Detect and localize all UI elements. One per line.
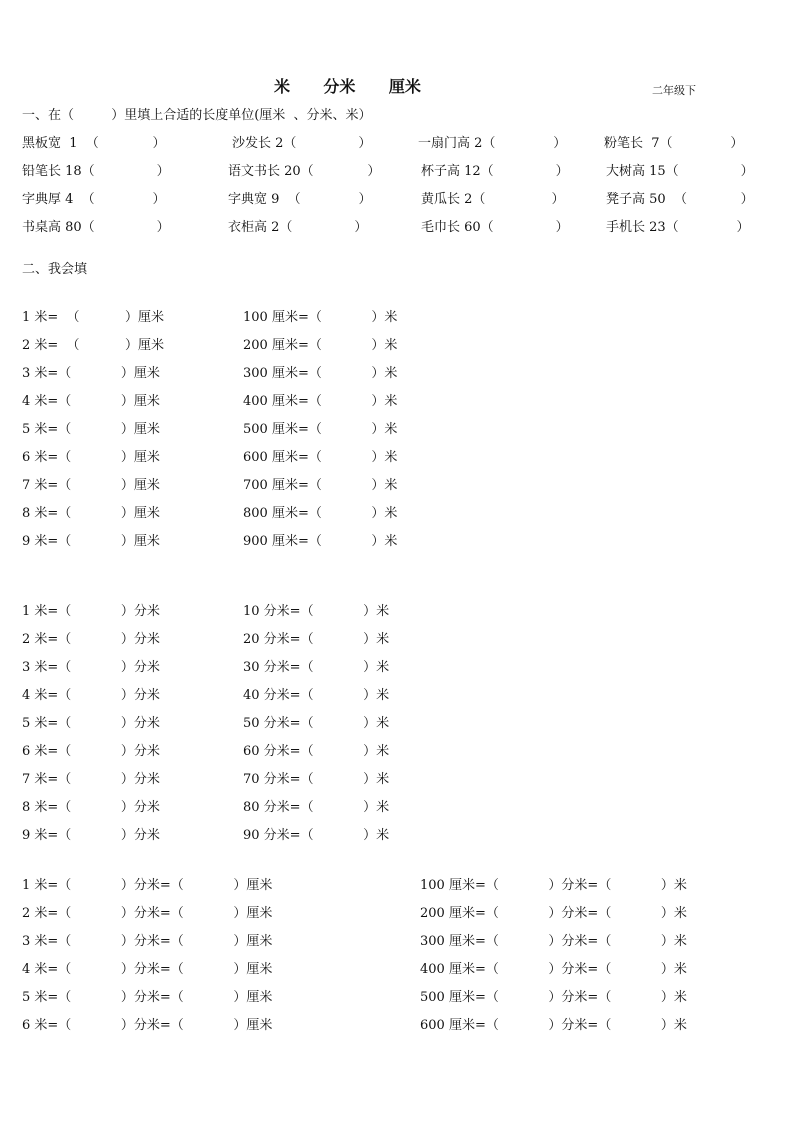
conv-a-left: 2 米= （ ）厘米 — [22, 338, 165, 353]
conv-a-right: 100 厘米=（ ）米 — [243, 310, 398, 325]
conv-b-right: 60 分米=（ ）米 — [243, 744, 390, 759]
conv-a-left: 8 米=（ ）厘米 — [22, 506, 160, 521]
conv-a-right: 700 厘米=（ ）米 — [243, 478, 398, 493]
conv-b-left: 9 米=（ ）分米 — [22, 828, 160, 843]
conv-b-left: 1 米=（ ）分米 — [22, 604, 160, 619]
conv-c-left: 2 米=（ ）分米=（ ）厘米 — [22, 906, 273, 921]
conv-a-right: 400 厘米=（ ）米 — [243, 394, 398, 409]
s1-item: 铅笔长 18（ ） — [22, 164, 170, 179]
conv-c-right: 400 厘米=（ ）分米=（ ）米 — [420, 962, 687, 977]
s1-item: 字典宽 9 （ ） — [228, 192, 372, 207]
conv-b-left: 5 米=（ ）分米 — [22, 716, 160, 731]
conv-b-right: 30 分米=（ ）米 — [243, 660, 390, 675]
page-title: 米 分米 厘米 — [274, 77, 421, 96]
conv-a-right: 200 厘米=（ ）米 — [243, 338, 398, 353]
s1-item: 书桌高 80（ ） — [22, 220, 170, 235]
conv-a-left: 5 米=（ ）厘米 — [22, 422, 160, 437]
s1-item: 衣柜高 2（ ） — [228, 220, 368, 235]
conv-c-left: 1 米=（ ）分米=（ ）厘米 — [22, 878, 273, 893]
s1-item: 语文书长 20（ ） — [228, 164, 381, 179]
s1-item: 一扇门高 2（ ） — [418, 136, 567, 151]
conv-a-left: 7 米=（ ）厘米 — [22, 478, 160, 493]
grade-label: 二年级下 — [652, 84, 696, 97]
s1-item: 凳子高 50 （ ） — [606, 192, 754, 207]
conv-b-left: 2 米=（ ）分米 — [22, 632, 160, 647]
conv-c-right: 200 厘米=（ ）分米=（ ）米 — [420, 906, 687, 921]
conv-c-right: 300 厘米=（ ）分米=（ ）米 — [420, 934, 687, 949]
conv-b-left: 3 米=（ ）分米 — [22, 660, 160, 675]
conv-a-left: 4 米=（ ）厘米 — [22, 394, 160, 409]
conv-b-right: 80 分米=（ ）米 — [243, 800, 390, 815]
conv-c-right: 500 厘米=（ ）分米=（ ）米 — [420, 990, 687, 1005]
conv-a-left: 6 米=（ ）厘米 — [22, 450, 160, 465]
conv-b-right: 90 分米=（ ）米 — [243, 828, 390, 843]
s1-item: 字典厚 4 （ ） — [22, 192, 166, 207]
conv-a-right: 900 厘米=（ ）米 — [243, 534, 398, 549]
conv-a-left: 1 米= （ ）厘米 — [22, 310, 165, 325]
conv-c-right: 600 厘米=（ ）分米=（ ）米 — [420, 1018, 687, 1033]
conv-b-right: 10 分米=（ ）米 — [243, 604, 390, 619]
section1-heading: 一、在（ ）里填上合适的长度单位(厘米 、分米、米） — [22, 108, 372, 123]
conv-b-left: 4 米=（ ）分米 — [22, 688, 160, 703]
conv-a-right: 600 厘米=（ ）米 — [243, 450, 398, 465]
conv-c-left: 6 米=（ ）分米=（ ）厘米 — [22, 1018, 273, 1033]
s1-item: 杯子高 12（ ） — [421, 164, 569, 179]
conv-a-right: 500 厘米=（ ）米 — [243, 422, 398, 437]
conv-a-left: 3 米=（ ）厘米 — [22, 366, 160, 381]
conv-b-right: 50 分米=（ ）米 — [243, 716, 390, 731]
s1-item: 大树高 15（ ） — [606, 164, 754, 179]
s1-item: 手机长 23（ ） — [606, 220, 750, 235]
conv-c-right: 100 厘米=（ ）分米=（ ）米 — [420, 878, 687, 893]
s1-item: 黑板宽 1 （ ） — [22, 136, 166, 151]
s1-item: 粉笔长 7（ ） — [604, 136, 744, 151]
conv-c-left: 3 米=（ ）分米=（ ）厘米 — [22, 934, 273, 949]
conv-b-right: 20 分米=（ ）米 — [243, 632, 390, 647]
conv-b-left: 8 米=（ ）分米 — [22, 800, 160, 815]
conv-a-left: 9 米=（ ）厘米 — [22, 534, 160, 549]
s1-item: 沙发长 2（ ） — [232, 136, 372, 151]
conv-b-left: 7 米=（ ）分米 — [22, 772, 160, 787]
section2-heading: 二、我会填 — [22, 262, 88, 277]
conv-b-left: 6 米=（ ）分米 — [22, 744, 160, 759]
conv-c-left: 5 米=（ ）分米=（ ）厘米 — [22, 990, 273, 1005]
conv-c-left: 4 米=（ ）分米=（ ）厘米 — [22, 962, 273, 977]
conv-a-right: 300 厘米=（ ）米 — [243, 366, 398, 381]
conv-b-right: 70 分米=（ ）米 — [243, 772, 390, 787]
s1-item: 毛巾长 60（ ） — [421, 220, 569, 235]
s1-item: 黄瓜长 2（ ） — [421, 192, 565, 207]
conv-a-right: 800 厘米=（ ）米 — [243, 506, 398, 521]
conv-b-right: 40 分米=（ ）米 — [243, 688, 390, 703]
